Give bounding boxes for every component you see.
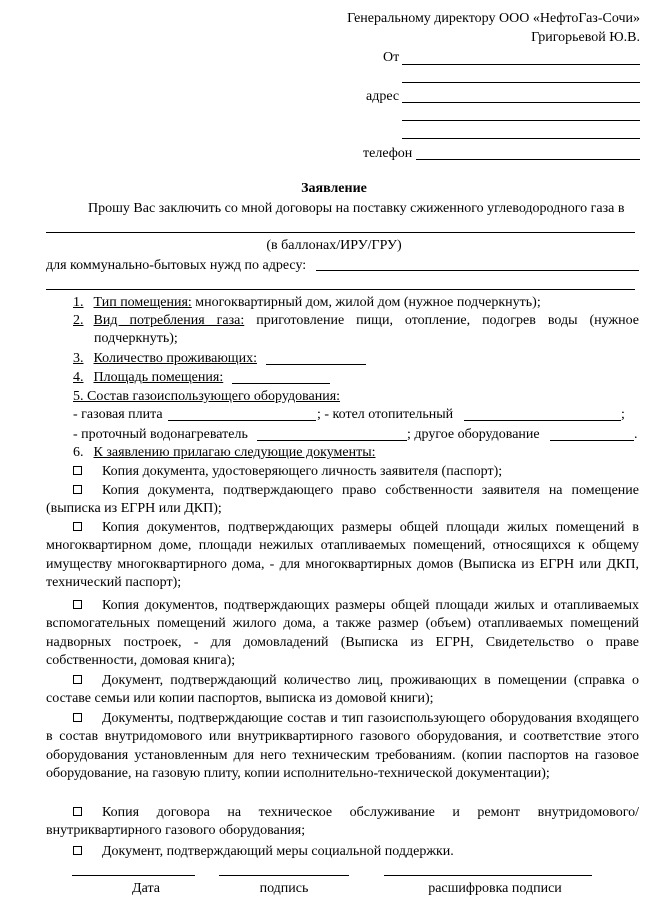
document-title: Заявление [301, 181, 367, 196]
checkbox-doc-5[interactable] [73, 675, 82, 684]
eq-boiler-label: ; - котел отопительный [317, 407, 454, 422]
date-field[interactable] [72, 875, 195, 876]
doc-8-text: Документ, подтверждающий меры социальной поддержки. [102, 844, 454, 859]
item-2-text: приготовление пищи, отопление, подогрев воды (нужное [244, 313, 639, 328]
from-field-2[interactable] [402, 82, 640, 83]
item-2-text-cont: подчеркнуть); [94, 331, 178, 346]
doc-6-text: Документы, подтверждающие состав и тип газоиспользующего оборудования входящего в состав внутридомового или внутриквартирного газового оборудования, и соответствие этого оборудования установленным для него техническим требованиям. (копии паспортов на газовое оборудование, на газовую плиту, копии исполнительно-технической документации); [46, 711, 639, 781]
doc-5-text: Документ, подтверждающий количество лиц, проживающих в помещении (справка о составе семьи или копии паспортов, выписка из домовой книги); [46, 673, 639, 707]
eq-period: . [634, 427, 638, 442]
doc-3-text: Копия документов, подтверждающих размеры общей площади жилых помещений в многоквартирном доме, площади нежилых отапливаемых помещений, относящихся к общему имуществу многоквартирного дома, - для многоквартирных домов (Выписка из ЕГРН или ДКП, технический паспорт); [46, 520, 639, 590]
item-2-number: 2. [73, 313, 84, 328]
doc-item-5 [46, 672, 639, 709]
phone-field[interactable] [416, 159, 640, 160]
doc-item-6 [46, 710, 639, 783]
checkbox-doc-7[interactable] [73, 807, 82, 816]
doc-item-4 [46, 597, 639, 670]
doc-2-text: Копия документа, подтверждающего право собственности заявителя на помещение (выписка из ЕГРН или ДКП); [46, 483, 639, 517]
item-5-label: 5. Состав газоиспользующего оборудования: [73, 389, 341, 404]
checkbox-doc-1[interactable] [73, 466, 82, 475]
address-field-2[interactable] [402, 120, 640, 121]
doc-item-3 [46, 519, 639, 592]
checkbox-doc-6[interactable] [73, 713, 82, 722]
eq-semicolon: ; [621, 407, 625, 422]
checkbox-doc-2[interactable] [73, 485, 82, 494]
signature-field[interactable] [219, 875, 349, 876]
checkbox-doc-8[interactable] [73, 846, 82, 855]
object-address-field-2[interactable] [46, 289, 635, 290]
doc-4-text: Копия документов, подтверждающих размеры общей площади жилых и отапливаемых вспомогательных помещений жилого дома, а также размер (объем) отапливаемых помещений надворных построек, - для домовладений (Выписка из ЕГРН, Свидетельство о праве собственности, домовая книга); [46, 598, 639, 668]
item-6-number: 6. [73, 445, 84, 460]
from-field[interactable] [402, 64, 640, 65]
doc-1-text: Копия документа, удостоверяющего личность заявителя (паспорт); [102, 464, 503, 479]
doc-7-text: Копия договора на техническое обслуживание и ремонт внутридомового/внутриквартирного газового оборудования; [46, 805, 639, 839]
doc-item-8 [73, 843, 454, 860]
item-6-label: К заявлению прилагаю следующие документы: [93, 445, 376, 460]
date-label: Дата [132, 881, 160, 896]
eq-heater-label: - проточный водонагреватель [73, 427, 248, 442]
address-label: адрес [366, 89, 400, 104]
doc-item-7 [46, 804, 639, 841]
item-3-number: 3. [73, 351, 84, 366]
signature-label: подпись [259, 881, 309, 896]
item-1 [73, 294, 541, 311]
area-field[interactable] [232, 383, 330, 384]
gas-supply-field[interactable] [46, 232, 635, 233]
item-4 [73, 369, 223, 386]
item-4-number: 4. [73, 370, 84, 385]
item-6 [73, 444, 376, 461]
address-line-label: для коммунально-бытовых нужд по адресу: [46, 258, 307, 273]
signature-decode-label: расшифровка подписи [428, 881, 562, 896]
checkbox-doc-4[interactable] [73, 600, 82, 609]
boiler-field[interactable] [464, 420, 621, 421]
residents-count-field[interactable] [266, 364, 366, 365]
stove-field[interactable] [168, 420, 316, 421]
address-field[interactable] [402, 102, 640, 103]
signature-decode-field[interactable] [384, 875, 592, 876]
item-2-label: Вид потребления газа: [93, 313, 245, 328]
item-3-label: Количество проживающих: [93, 351, 257, 366]
supply-type-caption: (в баллонах/ИРУ/ГРУ) [266, 238, 402, 253]
item-3 [73, 350, 257, 367]
item-2 [73, 312, 639, 330]
item-1-text: многоквартирный дом, жилой дом (нужное подчеркнуть); [191, 295, 541, 310]
address-field-3[interactable] [402, 138, 640, 139]
doc-item-2 [46, 482, 639, 519]
addressee-line-2: Григорьевой Ю.В. [531, 30, 640, 45]
eq-other-label: ; другое оборудование [407, 427, 540, 442]
phone-label: телефон [363, 146, 413, 161]
intro-line: Прошу Вас заключить со мной договоры на поставку сжиженного углеводородного газа в [88, 201, 625, 216]
checkbox-doc-3[interactable] [73, 522, 82, 531]
item-1-label: Тип помещения: [93, 295, 192, 310]
item-1-number: 1. [73, 295, 84, 310]
other-equipment-field[interactable] [550, 440, 634, 441]
doc-item-1 [73, 463, 502, 480]
item-4-label: Площадь помещения: [93, 370, 224, 385]
heater-field[interactable] [257, 440, 407, 441]
object-address-field[interactable] [316, 270, 639, 271]
eq-stove-label: - газовая плита [73, 407, 163, 422]
addressee-line-1: Генеральному директору ООО «НефтоГаз-Сочи» [347, 11, 640, 26]
from-label: От [383, 50, 400, 65]
